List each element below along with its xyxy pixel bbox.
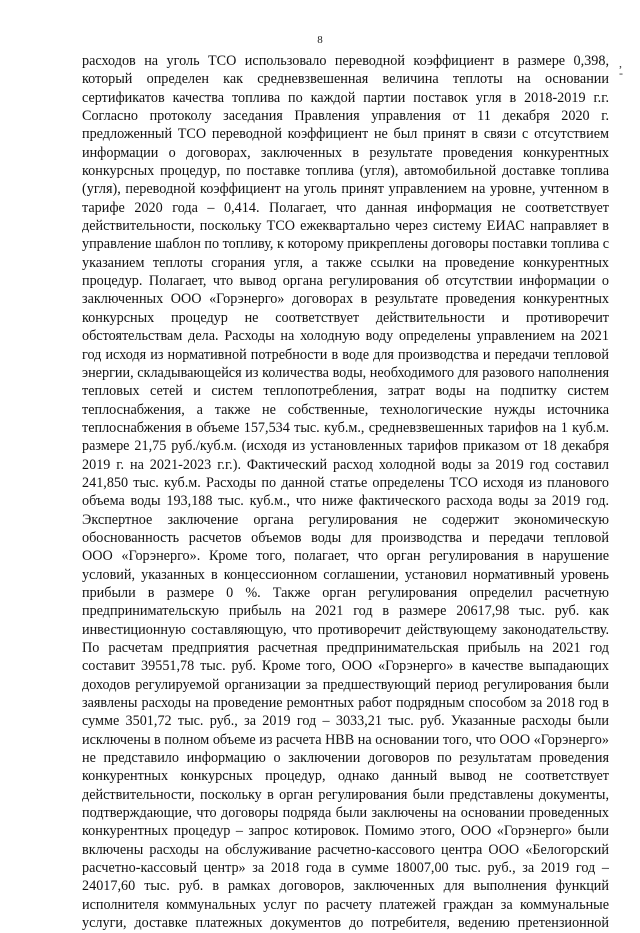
text-line: размере 21,75 руб./куб.м. (исходя из установленных тарифов приказом от 18 декабря (82, 438, 609, 455)
text-line: предложенный ТСО переводной коэффициент не был принят в связи с отсутствием (82, 126, 609, 143)
text-line: услуги, доставке платежных документов до потребителя, ведению претензионной (82, 915, 609, 932)
text-line: обоснованность расчетов объемов воды для производства и передачи тепловой (82, 529, 609, 546)
text-line: ООО «Горэнерго». Кроме того, полагает, что орган регулирования в нарушение (82, 548, 609, 565)
text-line: тепловых сетей и систем теплопотребления, затрат воды на подпитку систем (82, 383, 609, 400)
text-line: энергии, складывающейся из количества воды, необходимого для разового наполнения (82, 364, 609, 381)
text-line: конкурентных конкурсных процедур, однако данный вывод не соответствует (82, 768, 609, 785)
text-line: доходов регулируемой организации за предшествующий период регулирования были (82, 676, 609, 693)
text-line: включены расходы на обслуживание расчетно-кассового центра ООО «Белогорский (82, 841, 609, 858)
text-line: указанием теплоты сгорания угля, а также ссылки на проведение конкурентных (82, 254, 609, 271)
text-line: расходов на уголь ТСО использовало переводной коэффициент в размере 0,398, (82, 53, 609, 69)
text-line: 2019 г. на 2021-2023 г.г.). Фактический расход холодной воды за 2019 год составил (82, 456, 609, 473)
text-line: конкурентных процедур – запрос котировок. Помимо этого, ООО «Горэнерго» были (82, 823, 609, 840)
text-line: обстоятельствам дела. Расходы на холодную воду определены управлением на 2021 (82, 328, 609, 345)
text-line: конкурсных процедур, по поставке топлива (угля), автомобильной доставке топлива (82, 163, 609, 180)
text-line: заявлены расходы на проведение ремонтных работ подрядным способом за 2018 год в (82, 695, 609, 712)
text-line: исключены в полном объеме из расчета НВВ на основании того, что ООО «Горэнерго» (82, 731, 609, 748)
margin-mark: - (619, 66, 623, 80)
text-line: объема воды 193,188 тыс. куб.м., что ниже фактического расхода воды за 2019 год. (82, 493, 609, 510)
text-line: сертификатов качества топлива по каждой партии поставок угля в 2018-2019 г.г. (82, 89, 609, 106)
text-line: конкурсных процедур не соответствует действительности и противоречит (82, 309, 609, 326)
text-line: предпринимательскую прибыль на 2021 год в размере 20617,98 тыс. руб. как (82, 603, 609, 620)
text-line: составит 39551,78 тыс. руб. Кроме того, ООО «Горэнерго» в качестве выпадающих (82, 658, 609, 675)
text-line: инвестиционную составляющую, что противоречит действующему законодательству. (82, 621, 609, 638)
text-line: теплоснабжения в объеме 157,534 тыс. куб.м., средневзвешенных тарифов на 1 куб.м. (82, 419, 609, 436)
body-paragraph (82, 52, 609, 933)
text-line: прибыли в размере 0 %. Также орган регулирования определил расчетную (82, 584, 609, 601)
text-line: действительности, поскольку в орган регулирования были представлены документы, (82, 786, 609, 803)
text-line: 241,850 тыс. куб.м. Расходы по данной статье определены ТСО исходя из планового (82, 474, 609, 491)
text-line: информации о договорах, заключенных в результате проведения конкурентных (82, 144, 609, 161)
text-line: год исходя из нормативной потребности в воде для производства и передачи тепловой (82, 346, 609, 363)
text-line: заключенных ООО «Горэнерго» договорах в результате проведения конкурентных (82, 291, 609, 308)
text-line: управление шаблон по топливу, к которому прикреплены договоры поставки топлива с (82, 236, 609, 253)
text-line: сумме 3501,72 тыс. руб., за 2019 год – 3033,21 тыс. руб. Указанные расходы были (82, 713, 609, 730)
text-line: подтверждающие, что договоры подряда были заключены на основании проведенных (82, 805, 609, 822)
text-line: 24017,60 тыс. руб. в рамках договоров, заключенных для выполнения функций (82, 878, 609, 895)
text-line: не представило информацию о заключении договоров по результатам проведения (82, 750, 609, 767)
text-line: теплоснабжения, а также не собственные, технологические нужды источника (82, 401, 609, 418)
text-line: Экспертное заключение органа регулирования не содержит экономическую (82, 511, 609, 528)
text-line: расчетно-кассовый центр» за 2018 года в сумме 18007,00 тыс. руб., за 2019 год – (82, 860, 609, 877)
margin-mark: , (619, 56, 622, 70)
text-line: Согласно протоколу заседания Правления управления от 11 декабря 2020 г. (82, 108, 609, 125)
text-line: который определен как средневзвешенная величина теплоты на основании (82, 71, 609, 88)
text-line: (угля), переводной коэффициент на уголь принят управлением на уровне, учтенном в (82, 181, 609, 198)
page-number: 8 (317, 34, 323, 46)
text-line: тарифе 2020 года – 0,414. Полагает, что данная информация не соответствует (82, 199, 609, 216)
text-line: процедур. Полагает, что вывод органа регулирования об отсутствии информации о (82, 273, 609, 290)
text-line: действительности, поскольку ТСО ежеквартально через систему ЕИАС направляет в (82, 218, 609, 235)
text-line: условий, указанных в концессионном соглашении, установил нормативный уровень (82, 566, 609, 583)
text-line: исполнителя коммунальных услуг по расчету платежей граждан за коммунальные (82, 896, 609, 913)
text-line: По расчетам предприятия расчетная предпринимательская прибыль на 2021 год (82, 640, 609, 656)
